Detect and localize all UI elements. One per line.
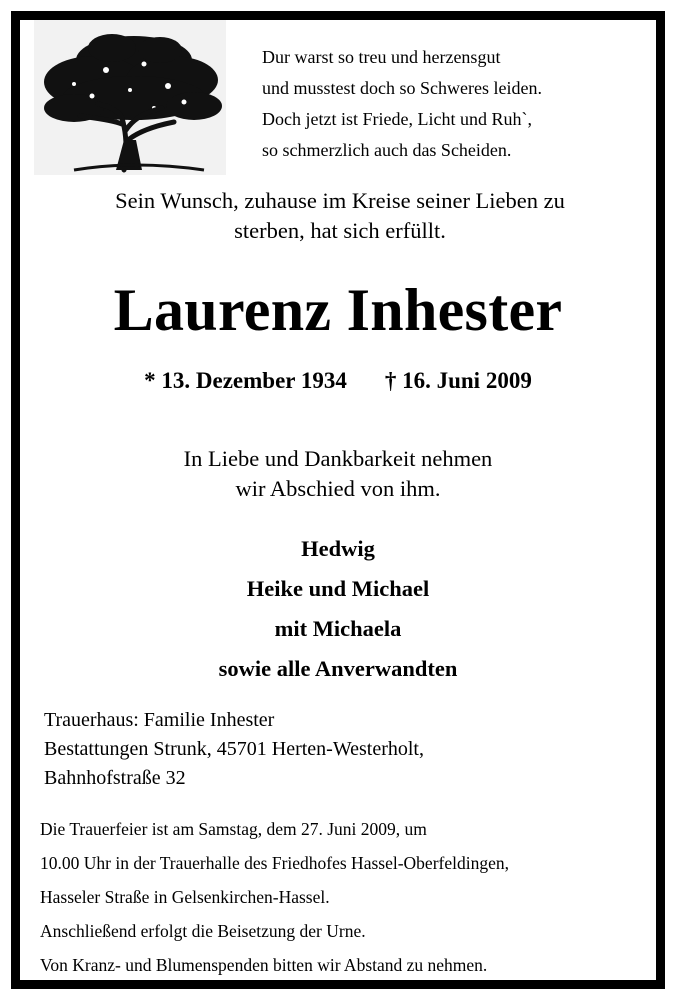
mourners-list xyxy=(0,529,676,689)
poem-line: Dur warst so treu und herzensgut xyxy=(262,47,501,67)
poem-line: und musstest doch so Schweres leiden. xyxy=(262,78,542,98)
farewell-line: In Liebe und Dankbarkeit nehmen xyxy=(183,446,493,471)
deceased-name: Laurenz Inhester xyxy=(113,277,563,343)
mourner: Hedwig xyxy=(301,536,375,561)
mourner: sowie alle Anverwandten xyxy=(218,656,458,681)
mourning-house-line: Bestattungen Strunk, 45701 Herten-Westerholt, xyxy=(44,738,424,760)
tree-icon xyxy=(34,20,226,175)
farewell-text xyxy=(0,444,676,504)
wish-line: Sein Wunsch, zuhause im Kreise seiner Lieben zu xyxy=(115,188,565,213)
birth-date: * 13. Dezember 1934 xyxy=(144,368,347,393)
poem xyxy=(262,42,542,166)
mourning-house-line: Bahnhofstraße 32 xyxy=(44,767,186,789)
service-info xyxy=(40,812,509,982)
death-date: † 16. Juni 2009 xyxy=(384,368,532,393)
mourner: mit Michaela xyxy=(274,616,402,641)
life-dates xyxy=(0,364,676,398)
mourning-house xyxy=(44,706,424,793)
service-line: Von Kranz- und Blumenspenden bitten wir Abstand zu nehmen. xyxy=(40,955,488,975)
service-line: 10.00 Uhr in der Trauerhalle des Friedhofes Hassel-Oberfeldingen, xyxy=(40,853,509,873)
poem-line: Doch jetzt ist Friede, Licht und Ruh`, xyxy=(262,109,532,129)
service-line: Die Trauerfeier ist am Samstag, dem 27. Juni 2009, um xyxy=(40,819,427,839)
wish-text xyxy=(40,186,640,246)
poem-line: so schmerzlich auch das Scheiden. xyxy=(262,140,512,160)
mourner: Heike und Michael xyxy=(246,576,430,601)
service-line: Anschließend erfolgt die Beisetzung der Urne. xyxy=(40,921,366,941)
wish-line: sterben, hat sich erfüllt. xyxy=(234,218,446,243)
service-line: Hasseler Straße in Gelsenkirchen-Hassel. xyxy=(40,887,330,907)
mourning-house-line: Trauerhaus: Familie Inhester xyxy=(44,709,275,731)
farewell-line: wir Abschied von ihm. xyxy=(235,476,441,501)
